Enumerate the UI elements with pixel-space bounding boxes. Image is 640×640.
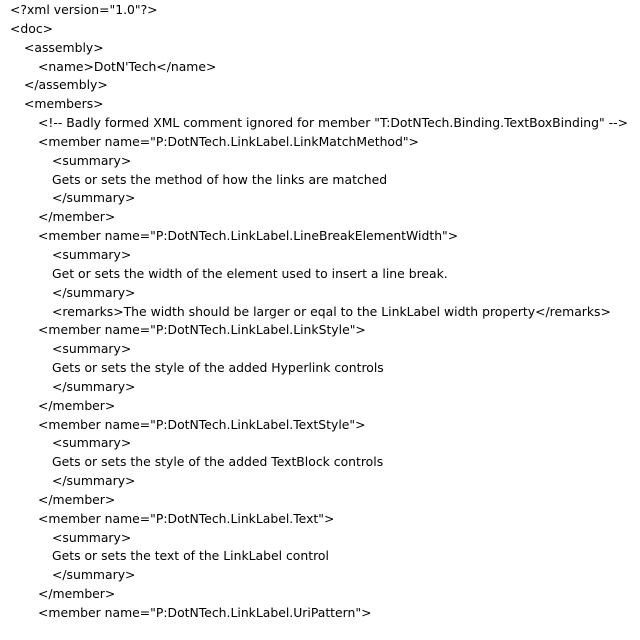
member-open-tag: <member name="P:DotNTech.LinkLabel.TextStyle"> [38,416,366,432]
remarks-line [0,303,640,322]
summary-text-line [0,453,640,472]
summary-open-tag: <summary> [52,341,132,357]
summary-text: Gets or sets the style of the added TextBlock controls [52,454,384,470]
member-open-tag: <member name="P:DotNTech.LinkLabel.LineBreakElementWidth"> [38,228,459,244]
summary-close-line [0,378,640,397]
summary-text-line [0,171,640,190]
xml-comment-line [0,114,640,133]
assembly-name-line [0,58,640,77]
member-close-line [0,397,640,416]
doc-open-tag: <doc> [10,20,54,36]
summary-close-tag: </summary> [52,378,136,394]
members-open-tag: <members> [24,96,104,112]
summary-text-line [0,547,640,566]
summary-open-tag: <summary> [52,435,132,451]
member-close-line [0,208,640,227]
assembly-close-line [0,76,640,95]
summary-text: Gets or sets the style of the added Hyperlink controls [52,360,384,376]
summary-open-line [0,246,640,265]
summary-text: Get or sets the width of the element used to insert a line break. [52,265,448,281]
summary-close-line [0,189,640,208]
summary-text: Gets or sets the method of how the links are matched [52,171,388,187]
summary-text-line [0,359,640,378]
member-open-tag: <member name="P:DotNTech.LinkLabel.LinkStyle"> [38,322,366,338]
member-close-tag: </member> [38,209,116,225]
xml-comment: <!-- Badly formed XML comment ignored for member "T:DotNTech.Binding.TextBoxBinding" --> [38,115,628,131]
summary-open-tag: <summary> [52,152,132,168]
summary-open-line [0,152,640,171]
member-close-tag: </member> [38,491,116,507]
assembly-name-element: <name>DotN'Tech</name> [38,58,217,74]
summary-close-tag: </summary> [52,473,136,489]
member-close-line [0,585,640,604]
summary-close-tag: </summary> [52,190,136,206]
assembly-open-line [0,39,640,58]
assembly-open-tag: <assembly> [24,39,104,55]
remarks-element: <remarks>The width should be larger or eqal to the LinkLabel width property</remarks> [52,303,611,319]
members-open-line [0,95,640,114]
assembly-close-tag: </assembly> [24,77,108,93]
member-open-tag: <member name="P:DotNTech.LinkLabel.UriPattern"> [38,605,372,620]
summary-text: Gets or sets the text of the LinkLabel control [52,548,329,564]
summary-close-line [0,566,640,585]
summary-open-line [0,434,640,453]
member-close-tag: </member> [38,586,116,602]
member-close-line [0,491,640,510]
member-open-line [0,510,640,529]
member-open-tag: <member name="P:DotNTech.LinkLabel.Text"> [38,510,335,526]
summary-open-tag: <summary> [52,246,132,262]
member-open-tag: <member name="P:DotNTech.LinkLabel.LinkMatchMethod"> [38,133,419,149]
summary-close-line [0,284,640,303]
summary-open-tag: <summary> [52,529,132,545]
xml-declaration-line [0,1,640,20]
summary-open-line [0,340,640,359]
summary-close-line [0,472,640,491]
summary-open-line [0,529,640,548]
summary-text-line [0,265,640,284]
member-close-tag: </member> [38,397,116,413]
summary-close-tag: </summary> [52,567,136,583]
member-open-line [0,227,640,246]
member-open-line [0,604,640,623]
xml-declaration: <?xml version="1.0"?> [10,2,158,17]
doc-open-line [0,20,640,39]
summary-close-tag: </summary> [52,284,136,300]
member-open-line [0,416,640,435]
member-open-line [0,133,640,152]
member-open-line [0,321,640,340]
